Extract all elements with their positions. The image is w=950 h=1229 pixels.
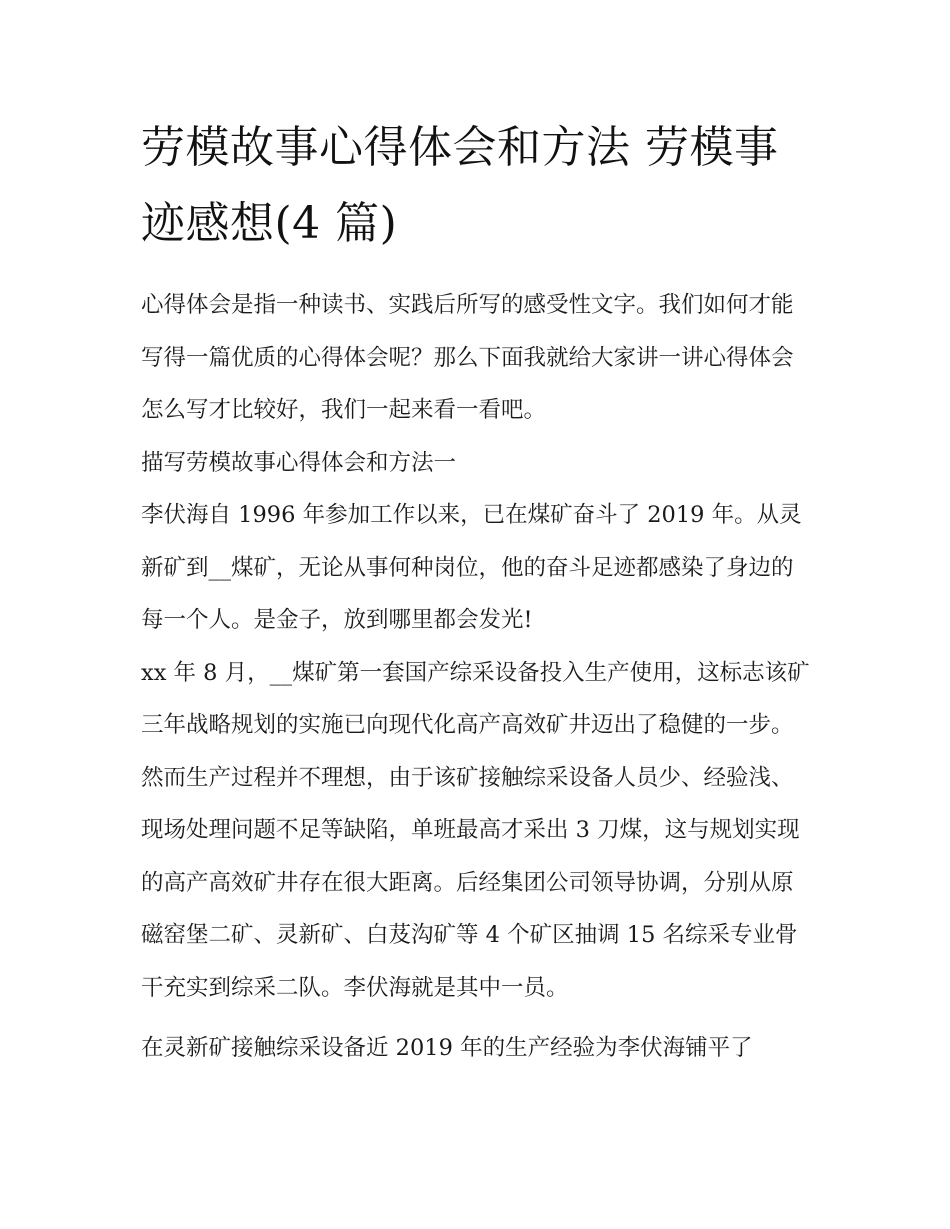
section-heading: 描写劳模故事心得体会和方法一 [141,449,457,476]
intro-paragraph: 心得体会是指一种读书、实践后所写的感受性文字。我们如何才能写得一篇优质的心得体会呢？那么下面我就给大家讲一讲心得体会怎么写才比较好，我们一起来看一看吧。 [141,292,794,423]
body-paragraph: xx 年 8 月，__煤矿第一套国产综采设备投入生产使用，这标志该矿三年战略规划的实施已向现代化高产高效矿井迈出了稳健的一步。然而生产过程并不理想，由于该矿接触综采设备人员少、经验浅、现场处理问题不足等缺陷，单班最高才采出 3 刀煤，这与规划实现的高产高效矿井存在很大距离。后经集团公司领导协调，分别从原磁窑堡二矿、灵新矿、白芨沟矿等 4 个矿区抽调 15 名综采专业骨干充实到综采二队。李伏海就是其中一员。 [141,659,810,1001]
body-paragraph: 李伏海自 1996 年参加工作以来，已在煤矿奋斗了 2019 年。从灵新矿到__煤矿，无论从事何种岗位，他的奋斗足迹都感染了身边的每一个人。是金子，放到哪里都会发光! [141,502,802,633]
document-body [141,110,813,1075]
document-title: 劳模故事心得体会和方法 劳模事迹感想(4 篇) [141,122,779,249]
body-paragraph: 在灵新矿接触综采设备近 2019 年的生产经验为李伏海铺平了 [141,1035,753,1061]
